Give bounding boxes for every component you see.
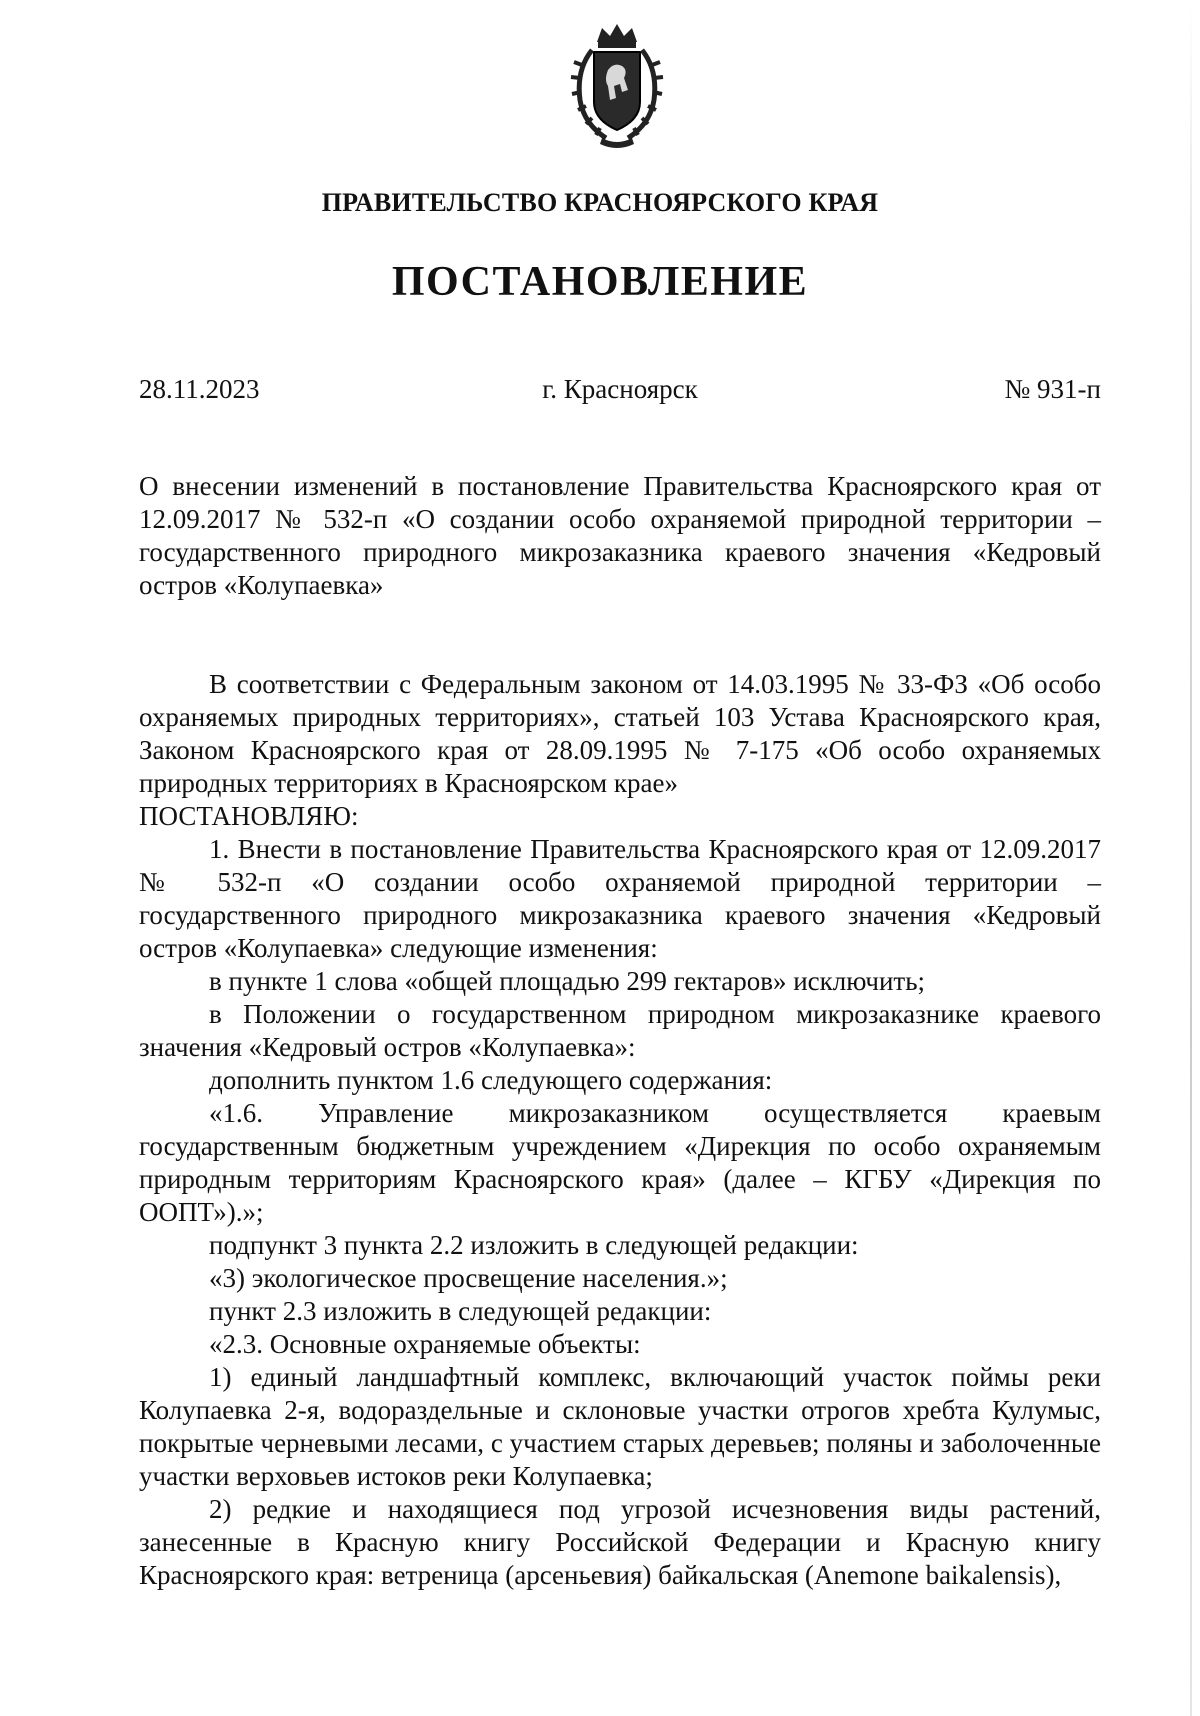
paragraph-amendment-1: в пункте 1 слова «общей площадью 299 гектаров» исключить; (209, 966, 926, 996)
paragraph-object-1: 1) единый ландшафтный комплекс, включающий участок поймы реки Колупаевка 2-я, водораздельные и склоновые участки отрогов хребта Кулумыс, покрытые черневыми лесами, с участием старых деревьев; поляны и заболоченные участки верховьев истоков реки Колупаевка; (139, 1362, 1101, 1491)
scan-edge-line (1190, 0, 1192, 1716)
paragraph-preamble: В соответствии с Федеральным законом от 14.03.1995 № 33-ФЗ «Об особо охраняемых природных территориях», статьей 103 Устава Красноярского края, Законом Красноярского края от 28.09.1995 № 7-175 «Об особо охраняемых природных территориях в Красноярском крае» (139, 669, 1101, 798)
paragraph-amendment-2: в Положении о государственном природном микрозаказнике краевого значения «Кедровый остров «Колупаевка»: (139, 999, 1101, 1062)
document-meta (139, 374, 1101, 408)
coat-of-arms-icon (562, 20, 672, 150)
document-type-title: ПОСТАНОВЛЕНИЕ (391, 259, 809, 305)
paragraph-clause-1-6: «1.6. Управление микрозаказником осуществляется краевым государственным бюджетным учреждением «Дирекция по особо охраняемым природным территориям Красноярского края» (далее – КГБУ «Дирекция по ООПТ»).»; (139, 1098, 1101, 1227)
paragraph-amendment-4: подпункт 3 пункта 2.2 изложить в следующей редакции: (209, 1230, 859, 1260)
document-subject: О внесении изменений в постановление Правительства Красноярского края от 12.09.2017 № 532-п «О создании особо охраняемой природной территории – государственного природного микрозаказника краевого значения «Кедровый остров «Колупаевка» (139, 471, 1101, 600)
document-city: г. Красноярск (542, 374, 698, 404)
paragraph-clause-2-3: «2.3. Основные охраняемые объекты: (209, 1329, 641, 1359)
paragraph-amendment-5: пункт 2.3 изложить в следующей редакции: (209, 1296, 712, 1326)
paragraph-item-1: 1. Внести в постановление Правительства Красноярского края от 12.09.2017 № 532-п «О создании особо охраняемой природной территории – государственного природного микрозаказника краевого значения «Кедровый остров «Колупаевка» следующие изменения: (139, 834, 1101, 963)
paragraph-object-2: 2) редкие и находящиеся под угрозой исчезновения виды растений, занесенные в Красную книгу Российской Федерации и Красную книгу Красноярского края: ветреница (арсеньевия) байкальская (Anemone baikalensis), (139, 1494, 1101, 1590)
document-number: № 931-п (1004, 374, 1101, 404)
paragraph-clause-3: «3) экологическое просвещение населения.»; (209, 1263, 728, 1293)
document-date: 28.11.2023 (139, 374, 260, 404)
paragraph-amendment-3: дополнить пунктом 1.6 следующего содержания: (209, 1065, 773, 1095)
paragraph-decree: ПОСТАНОВЛЯЮ: (139, 801, 359, 831)
organization-title: ПРАВИТЕЛЬСТВО КРАСНОЯРСКОГО КРАЯ (321, 188, 879, 217)
document-body (139, 668, 1101, 1592)
